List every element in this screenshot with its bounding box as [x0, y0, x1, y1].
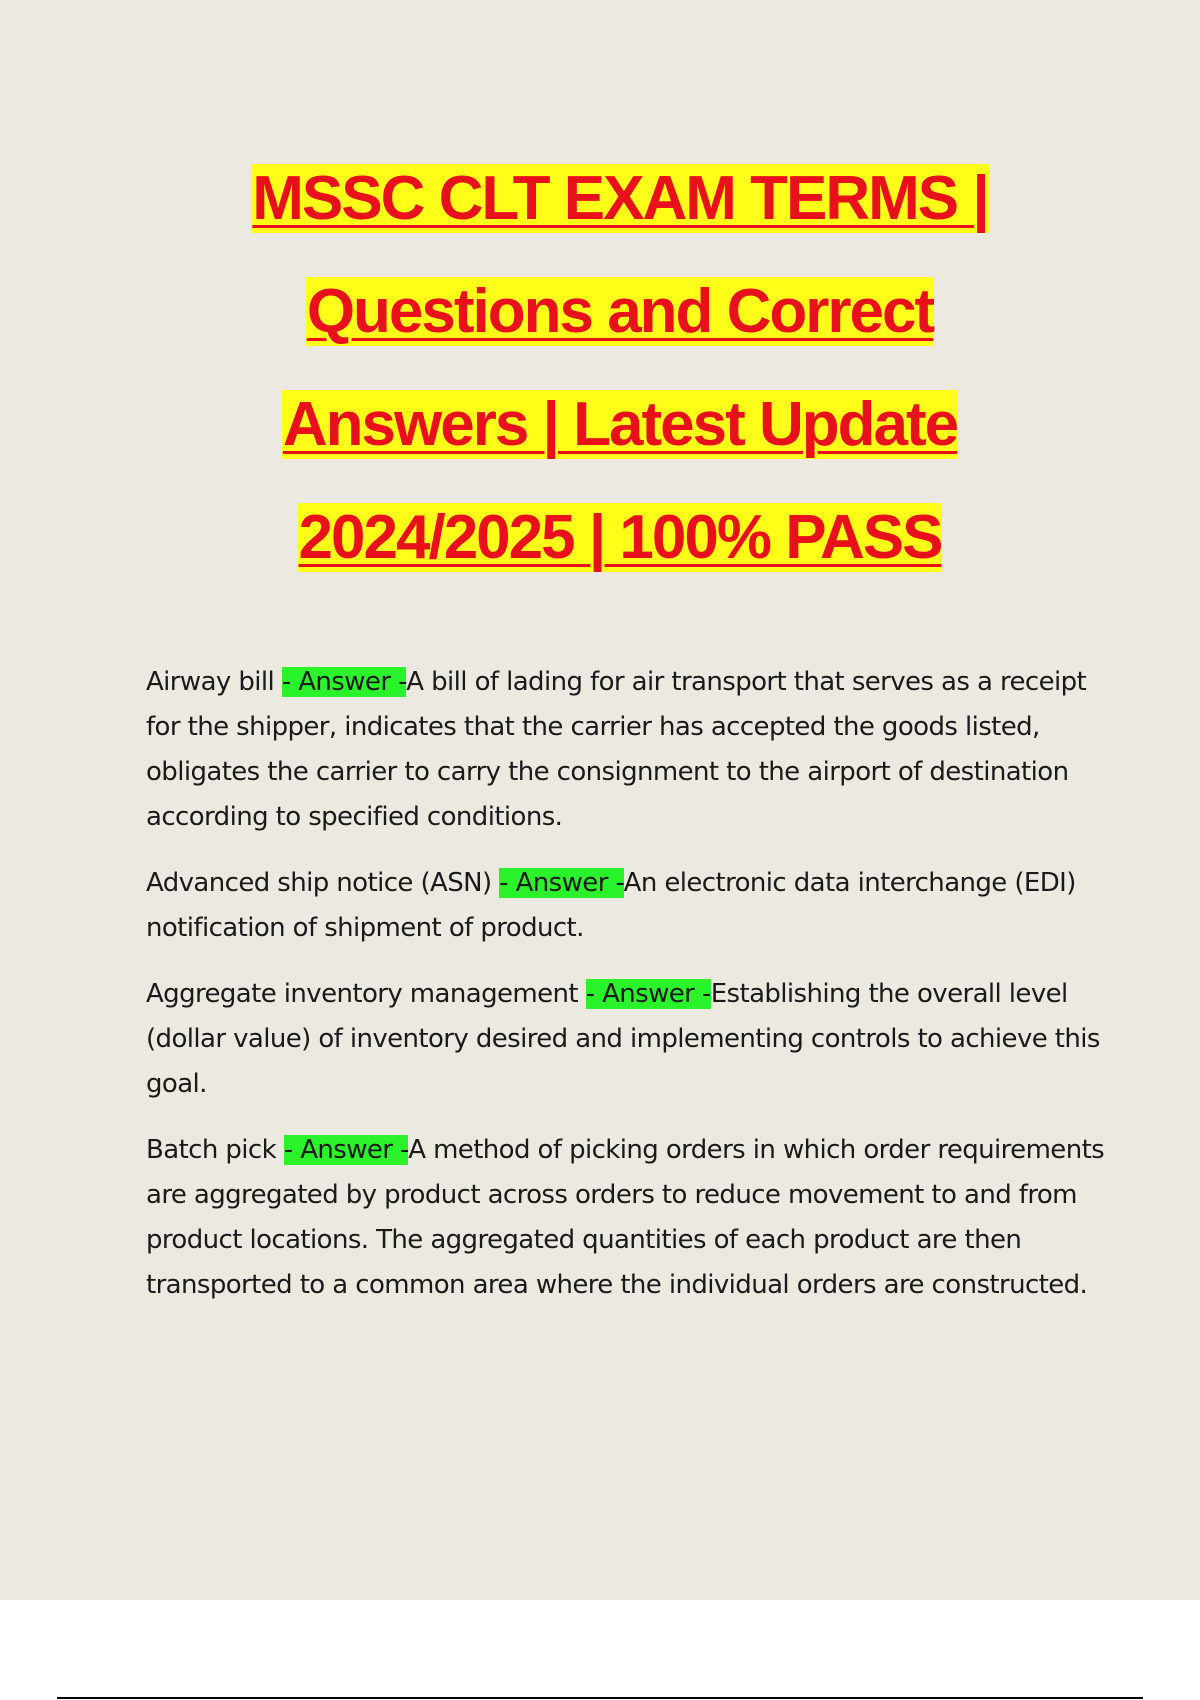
term-entry	[146, 861, 1106, 951]
title-line: MSSC CLT EXAM TERMS |	[252, 164, 988, 233]
title-line: Answers | Latest Update	[282, 390, 958, 459]
term-name: Aggregate inventory management	[146, 979, 586, 1009]
answer-marker: - Answer -	[283, 1135, 409, 1165]
term-name: Batch pick	[146, 1135, 284, 1165]
answer-marker: - Answer -	[281, 667, 407, 697]
term-name: Airway bill	[146, 667, 282, 697]
term-name: Advanced ship notice (ASN)	[146, 868, 500, 898]
term-definition: Establishing the overall level (dollar value) of inventory desired and implementing controls to achieve this goal.	[146, 979, 1100, 1099]
term-entry	[146, 660, 1106, 840]
term-list	[146, 660, 1106, 1329]
term-definition: An electronic data interchange (EDI) notification of shipment of product.	[146, 868, 1076, 943]
term-definition: A method of picking orders in which order requirements are aggregated by product across orders to reduce movement to and from product locations. The aggregated quantities of each product are then transported to a common area where the individual orders are constructed.	[146, 1135, 1105, 1300]
title-line: Questions and Correct	[306, 277, 934, 346]
title-line: 2024/2025 | 100% PASS	[298, 503, 942, 572]
answer-marker: - Answer -	[585, 979, 711, 1009]
term-entry	[146, 1128, 1106, 1308]
term-definition: A bill of lading for air transport that serves as a receipt for the shipper, indicates that the carrier has accepted the goods listed, obligates the carrier to carry the consignment to the airport of destination according to specified conditions.	[146, 667, 1087, 832]
document-title	[0, 142, 1200, 594]
answer-marker: - Answer -	[499, 868, 624, 898]
term-entry	[146, 972, 1106, 1107]
footer-divider	[57, 1697, 1143, 1699]
